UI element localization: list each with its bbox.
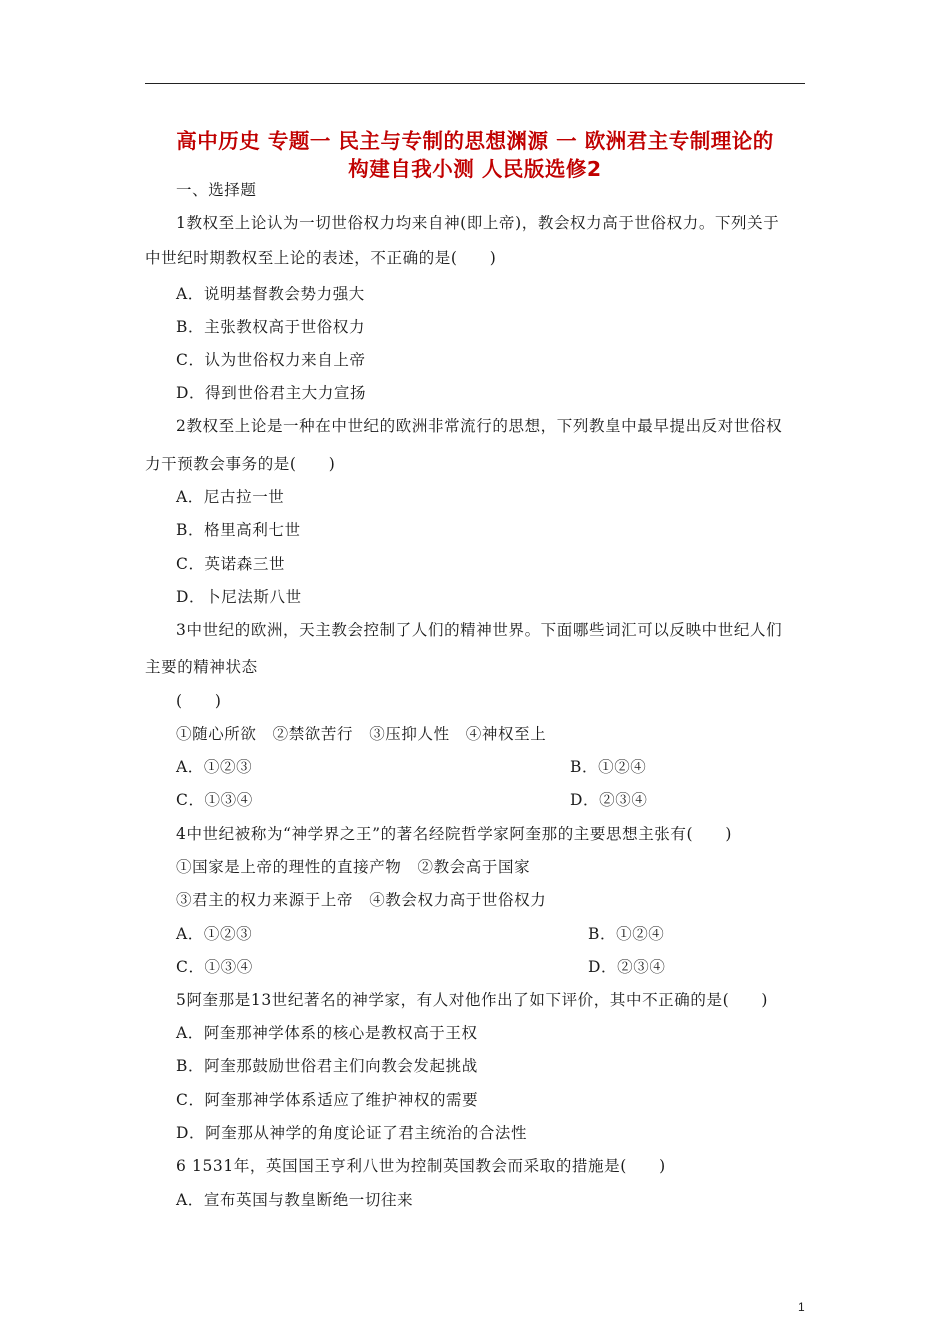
question-4-items-2: ③君主的权力来源于上帝 ④教会权力高于世俗权力: [176, 891, 547, 909]
question-3-stem: 3中世纪的欧洲，天主教会控制了人们的精神世界。下面哪些词汇可以反映中世纪人们: [176, 621, 783, 639]
question-1-option-a: A．说明基督教会势力强大: [176, 285, 365, 303]
question-1-stem: 1教权至上论认为一切世俗权力均来自神(即上帝)，教会权力高于世俗权力。下列关于: [176, 214, 780, 232]
question-1-option-b: B．主张教权高于世俗权力: [176, 318, 366, 336]
question-3-option-d: D．②③④: [570, 791, 648, 809]
question-2-option-a: A．尼古拉一世: [176, 488, 285, 506]
question-3-option-a: A．①②③: [176, 758, 253, 776]
question-6-option-a: A．宣布英国与教皇断绝一切往来: [176, 1191, 414, 1209]
question-1-stem-cont: 中世纪时期教权至上论的表述，不正确的是( ): [145, 249, 497, 267]
question-2-option-d: D．卜尼法斯八世: [176, 588, 302, 606]
section-heading: 一、选择题: [176, 181, 257, 199]
question-5-option-d: D．阿奎那从神学的角度论证了君主统治的合法性: [176, 1124, 528, 1142]
question-2-stem-cont: 力干预教会事务的是( ): [145, 455, 336, 473]
question-2-option-c: C．英诺森三世: [176, 555, 286, 573]
header-rule: [145, 83, 805, 84]
document-title-line-1: 高中历史 专题一 民主与专制的思想渊源 一 欧洲君主专制理论的: [176, 129, 774, 153]
question-2-stem: 2教权至上论是一种在中世纪的欧洲非常流行的思想，下列教皇中最早提出反对世俗权: [176, 417, 783, 435]
question-5-option-a: A．阿奎那神学体系的核心是教权高于王权: [176, 1024, 478, 1042]
question-4-option-a: A．①②③: [176, 925, 253, 943]
question-3-option-c: C．①③④: [176, 791, 253, 809]
question-4-option-d: D．②③④: [588, 958, 666, 976]
question-5-option-b: B．阿奎那鼓励世俗君主们向教会发起挑战: [176, 1057, 478, 1075]
page-number: 1: [798, 1300, 805, 1314]
question-5-option-c: C．阿奎那神学体系适应了维护神权的需要: [176, 1091, 479, 1109]
question-2-option-b: B．格里高利七世: [176, 521, 301, 539]
question-5-stem: 5阿奎那是13世纪著名的神学家，有人对他作出了如下评价，其中不正确的是( ): [176, 991, 769, 1009]
question-4-items-1: ①国家是上帝的理性的直接产物 ②教会高于国家: [176, 858, 531, 876]
question-3-option-b: B．①②④: [570, 758, 647, 776]
document-title-line-2: 构建自我小测 人民版选修2: [348, 157, 602, 181]
question-1-option-c: C．认为世俗权力来自上帝: [176, 351, 366, 369]
question-4-stem: 4中世纪被称为“神学界之王”的著名经院哲学家阿奎那的主要思想主张有( ): [176, 825, 733, 843]
question-6-stem: 6 1531年，英国国王亨利八世为控制英国教会而采取的措施是( ): [176, 1157, 666, 1175]
question-3-items: ①随心所欲 ②禁欲苦行 ③压抑人性 ④神权至上: [176, 725, 547, 743]
question-3-answer-blank: ( ): [176, 692, 222, 710]
question-3-stem-cont: 主要的精神状态: [145, 658, 258, 676]
question-1-option-d: D．得到世俗君主大力宣扬: [176, 384, 367, 402]
question-4-option-c: C．①③④: [176, 958, 253, 976]
question-4-option-b: B．①②④: [588, 925, 665, 943]
